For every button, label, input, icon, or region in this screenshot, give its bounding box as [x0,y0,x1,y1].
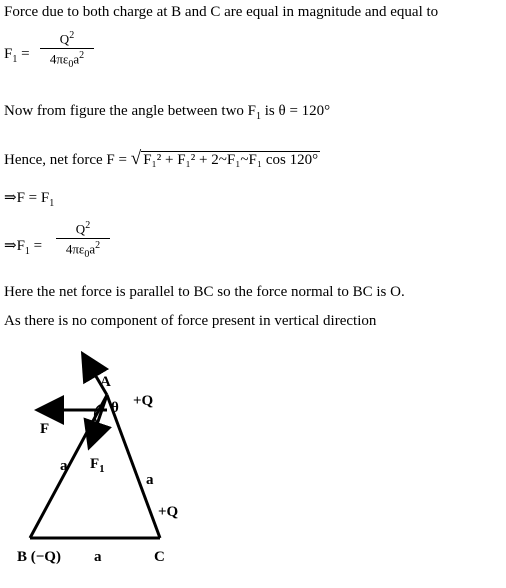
label-f: F [40,421,50,437]
intro-text: Force due to both charge at B and C are equal in magnitude and equal to [4,4,439,20]
net-force-text: Hence, net force F = √ F₁² + F₁² + 2~F₁~F₁ cos 120° [4,148,319,169]
label-a-bottom: a [94,549,102,565]
label-a-left: a [60,458,68,474]
label-f1: $F_1$ [90,456,105,475]
eq1-fraction: $Q^2$ $4\pi\varepsilon_0a^2$ [40,30,94,70]
eq1-lhs: $F_1$ = [4,46,30,65]
label-c: C [154,549,165,565]
eq2-fraction: $Q^2$ $4\pi\varepsilon_0a^2$ [56,220,110,260]
label-b: B (−Q) [17,549,61,565]
label-plusq-top: +Q [133,393,154,409]
parallel-text: Here the net force is parallel to BC so the force normal to BC is O. [4,284,405,300]
side-ac [107,395,160,538]
eq2-lhs: $\Rightarrow F_1$ = [4,238,43,257]
vertical-text: As there is no component of force present in vertical direction [4,313,377,329]
label-a: A [100,374,111,390]
label-a-right: a [146,472,154,488]
label-theta: θ [111,400,119,416]
implies-f-equals-f1: ⇒F = $F_1$ [4,190,55,209]
label-plusq-right: +Q [158,504,179,520]
angle-text: Now from figure the angle between two $F_1$ is θ = 120° [4,103,331,122]
